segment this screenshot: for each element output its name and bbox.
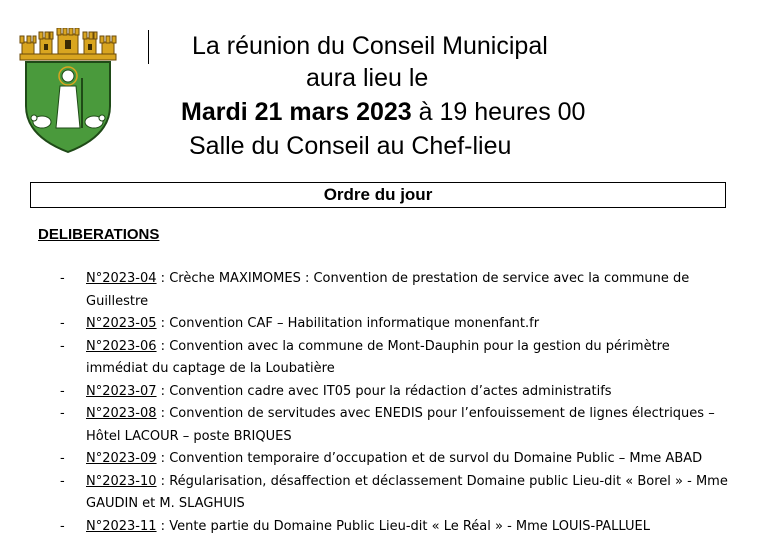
agenda-item bbox=[0, 336, 778, 381]
header-divider bbox=[148, 30, 149, 64]
municipal-crest-icon bbox=[18, 28, 118, 154]
announcement-date-line bbox=[181, 96, 585, 128]
deliberation-text: : Convention temporaire d’occupation et de survol du Domaine Public – Mme ABAD bbox=[156, 451, 703, 466]
announcement-line-2: aura lieu le bbox=[306, 64, 429, 92]
agenda-item bbox=[0, 403, 778, 448]
deliberation-number: N°2023-08 bbox=[86, 406, 157, 421]
meeting-date: Mardi 21 mars 2023 bbox=[181, 98, 412, 126]
list-dash: - bbox=[60, 518, 65, 534]
deliberation-text: : Convention de servitudes avec ENEDIS pour l’enfouissement de lignes électriques – Hôtel LACOUR – poste BRIQUES bbox=[86, 406, 715, 444]
announcement-location: Salle du Conseil au Chef-lieu bbox=[189, 132, 512, 160]
agenda-item bbox=[0, 313, 778, 336]
agenda-item bbox=[0, 381, 778, 404]
list-dash: - bbox=[60, 473, 65, 489]
agenda-title: Ordre du jour bbox=[30, 182, 726, 208]
agenda-item bbox=[0, 516, 778, 539]
deliberation-text: : Convention CAF – Habilitation informatique monenfant.fr bbox=[156, 316, 540, 331]
agenda-list bbox=[0, 268, 778, 538]
deliberation-text: : Crèche MAXIMOMES : Convention de prestation de service avec la commune de Guillestre bbox=[86, 271, 690, 309]
deliberation-number: N°2023-06 bbox=[86, 338, 157, 354]
meeting-time: à 19 heures 00 bbox=[411, 98, 586, 126]
deliberation-text: : Convention avec la commune de Mont-Dauphin pour la gestion du périmètre immédiat du captage de la Loubatière bbox=[86, 338, 670, 376]
deliberation-text: : Régularisation, désaffection et déclassement Domaine public Lieu-dit « Borel » - Mme GAUDIN et M. SLAGHUIS bbox=[86, 473, 728, 511]
deliberation-number: N°2023-09 bbox=[86, 451, 157, 466]
list-dash: - bbox=[60, 451, 65, 466]
list-dash: - bbox=[60, 316, 65, 331]
deliberation-number: N°2023-07 bbox=[86, 383, 157, 399]
deliberation-number: N°2023-04 bbox=[86, 271, 157, 286]
list-dash: - bbox=[60, 338, 65, 354]
agenda-item bbox=[0, 471, 778, 516]
list-dash: - bbox=[60, 406, 65, 421]
deliberation-number: N°2023-10 bbox=[86, 473, 157, 489]
agenda-item bbox=[0, 448, 778, 471]
section-title: DELIBERATIONS bbox=[38, 226, 160, 243]
deliberation-text: : Vente partie du Domaine Public Lieu-dit « Le Réal » - Mme LOUIS-PALLUEL bbox=[156, 518, 650, 534]
deliberation-number: N°2023-05 bbox=[86, 316, 157, 331]
announcement-line-1: La réunion du Conseil Municipal bbox=[192, 32, 548, 60]
list-dash: - bbox=[60, 383, 65, 399]
deliberation-number: N°2023-11 bbox=[86, 518, 157, 534]
agenda-item bbox=[0, 268, 778, 313]
deliberation-text: : Convention cadre avec IT05 pour la rédaction d’actes administratifs bbox=[156, 383, 612, 399]
list-dash: - bbox=[60, 271, 65, 286]
